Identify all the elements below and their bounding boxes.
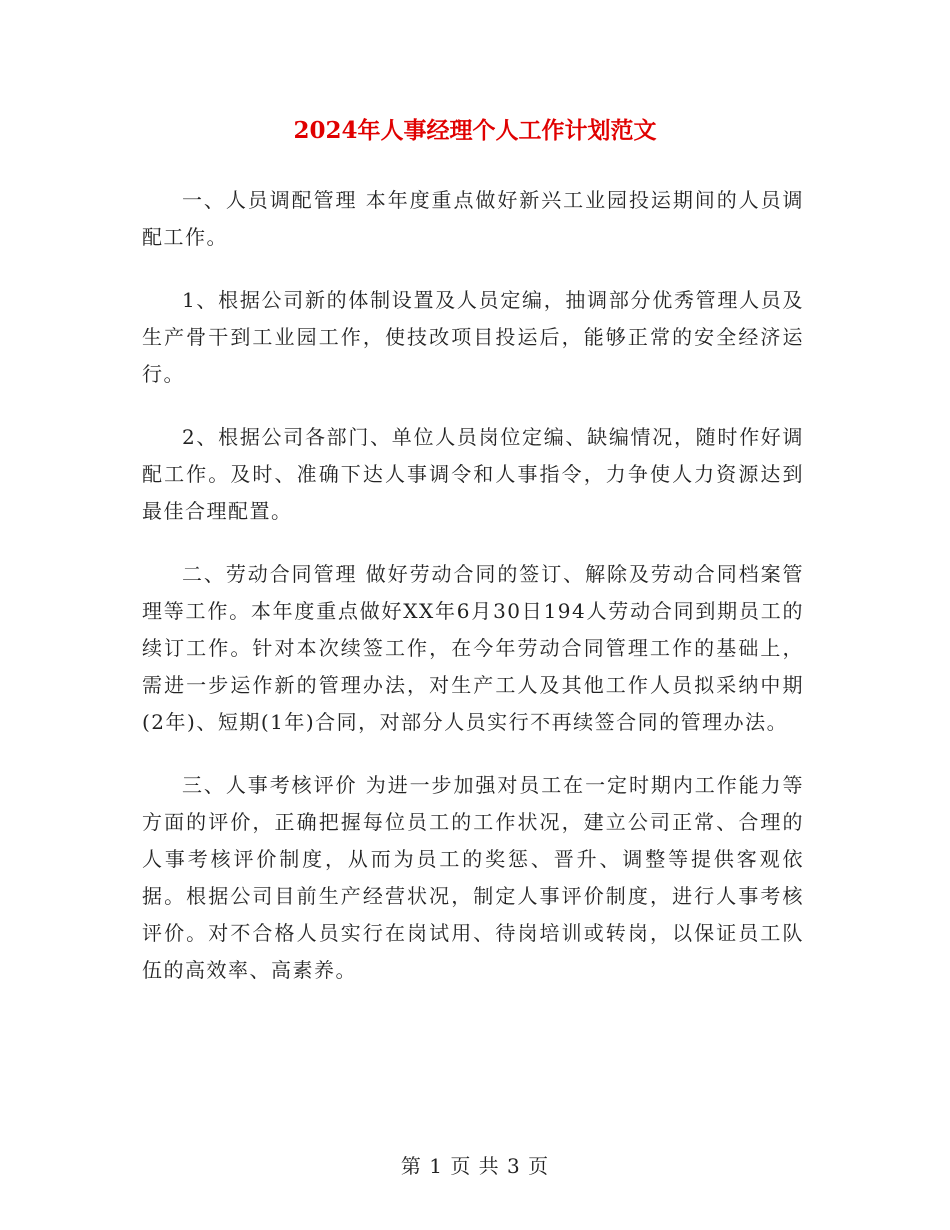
page-footer	[0, 1150, 950, 1179]
document-title: 2024年人事经理个人工作计划范文	[293, 117, 657, 144]
paragraph-performance-review: 三、人事考核评价 为进一步加强对员工在一定时期内工作能力等方面的评价，正确把握每位员工的工作状况，建立公司正常、合理的人事考核评价制度，从而为员工的奖惩、晋升、调整等提供客观依据。根据公司目前生产经营状况，制定人事评价制度，进行人事考核评价。对不合格人员实行在岗试用、待岗培训或转岗，以保证员工队伍的高效率、高素养。	[142, 773, 804, 982]
paragraph-labor-contracts: 二、劳动合同管理 做好劳动合同的签订、解除及劳动合同档案管理等工作。本年度重点做好XX年6月30日194人劳动合同到期员工的续订工作。针对本次续签工作，在今年劳动合同管理工作的基础上，需进一步运作新的管理办法，对生产工人及其他工作人员拟采纳中期(2年)、短期(1年)合同，对部分人员实行不再续签合同的管理办法。	[142, 562, 804, 734]
page-number: 第 1 页 共 3 页	[400, 1154, 550, 1178]
paragraph-staffing-item-1: 1、根据公司新的体制设置及人员定编，抽调部分优秀管理人员及生产骨干到工业园工作，使技改项目投运后，能够正常的安全经济运行。	[142, 288, 804, 386]
document-body	[142, 182, 804, 1015]
paragraph-staffing-item-2: 2、根据公司各部门、单位人员岗位定编、缺编情况，随时作好调配工作。及时、准确下达人事调令和人事指令，力争使人力资源达到最佳合理配置。	[142, 425, 804, 523]
paragraph-staffing: 一、人员调配管理 本年度重点做好新兴工业园投运期间的人员调配工作。	[142, 188, 804, 249]
